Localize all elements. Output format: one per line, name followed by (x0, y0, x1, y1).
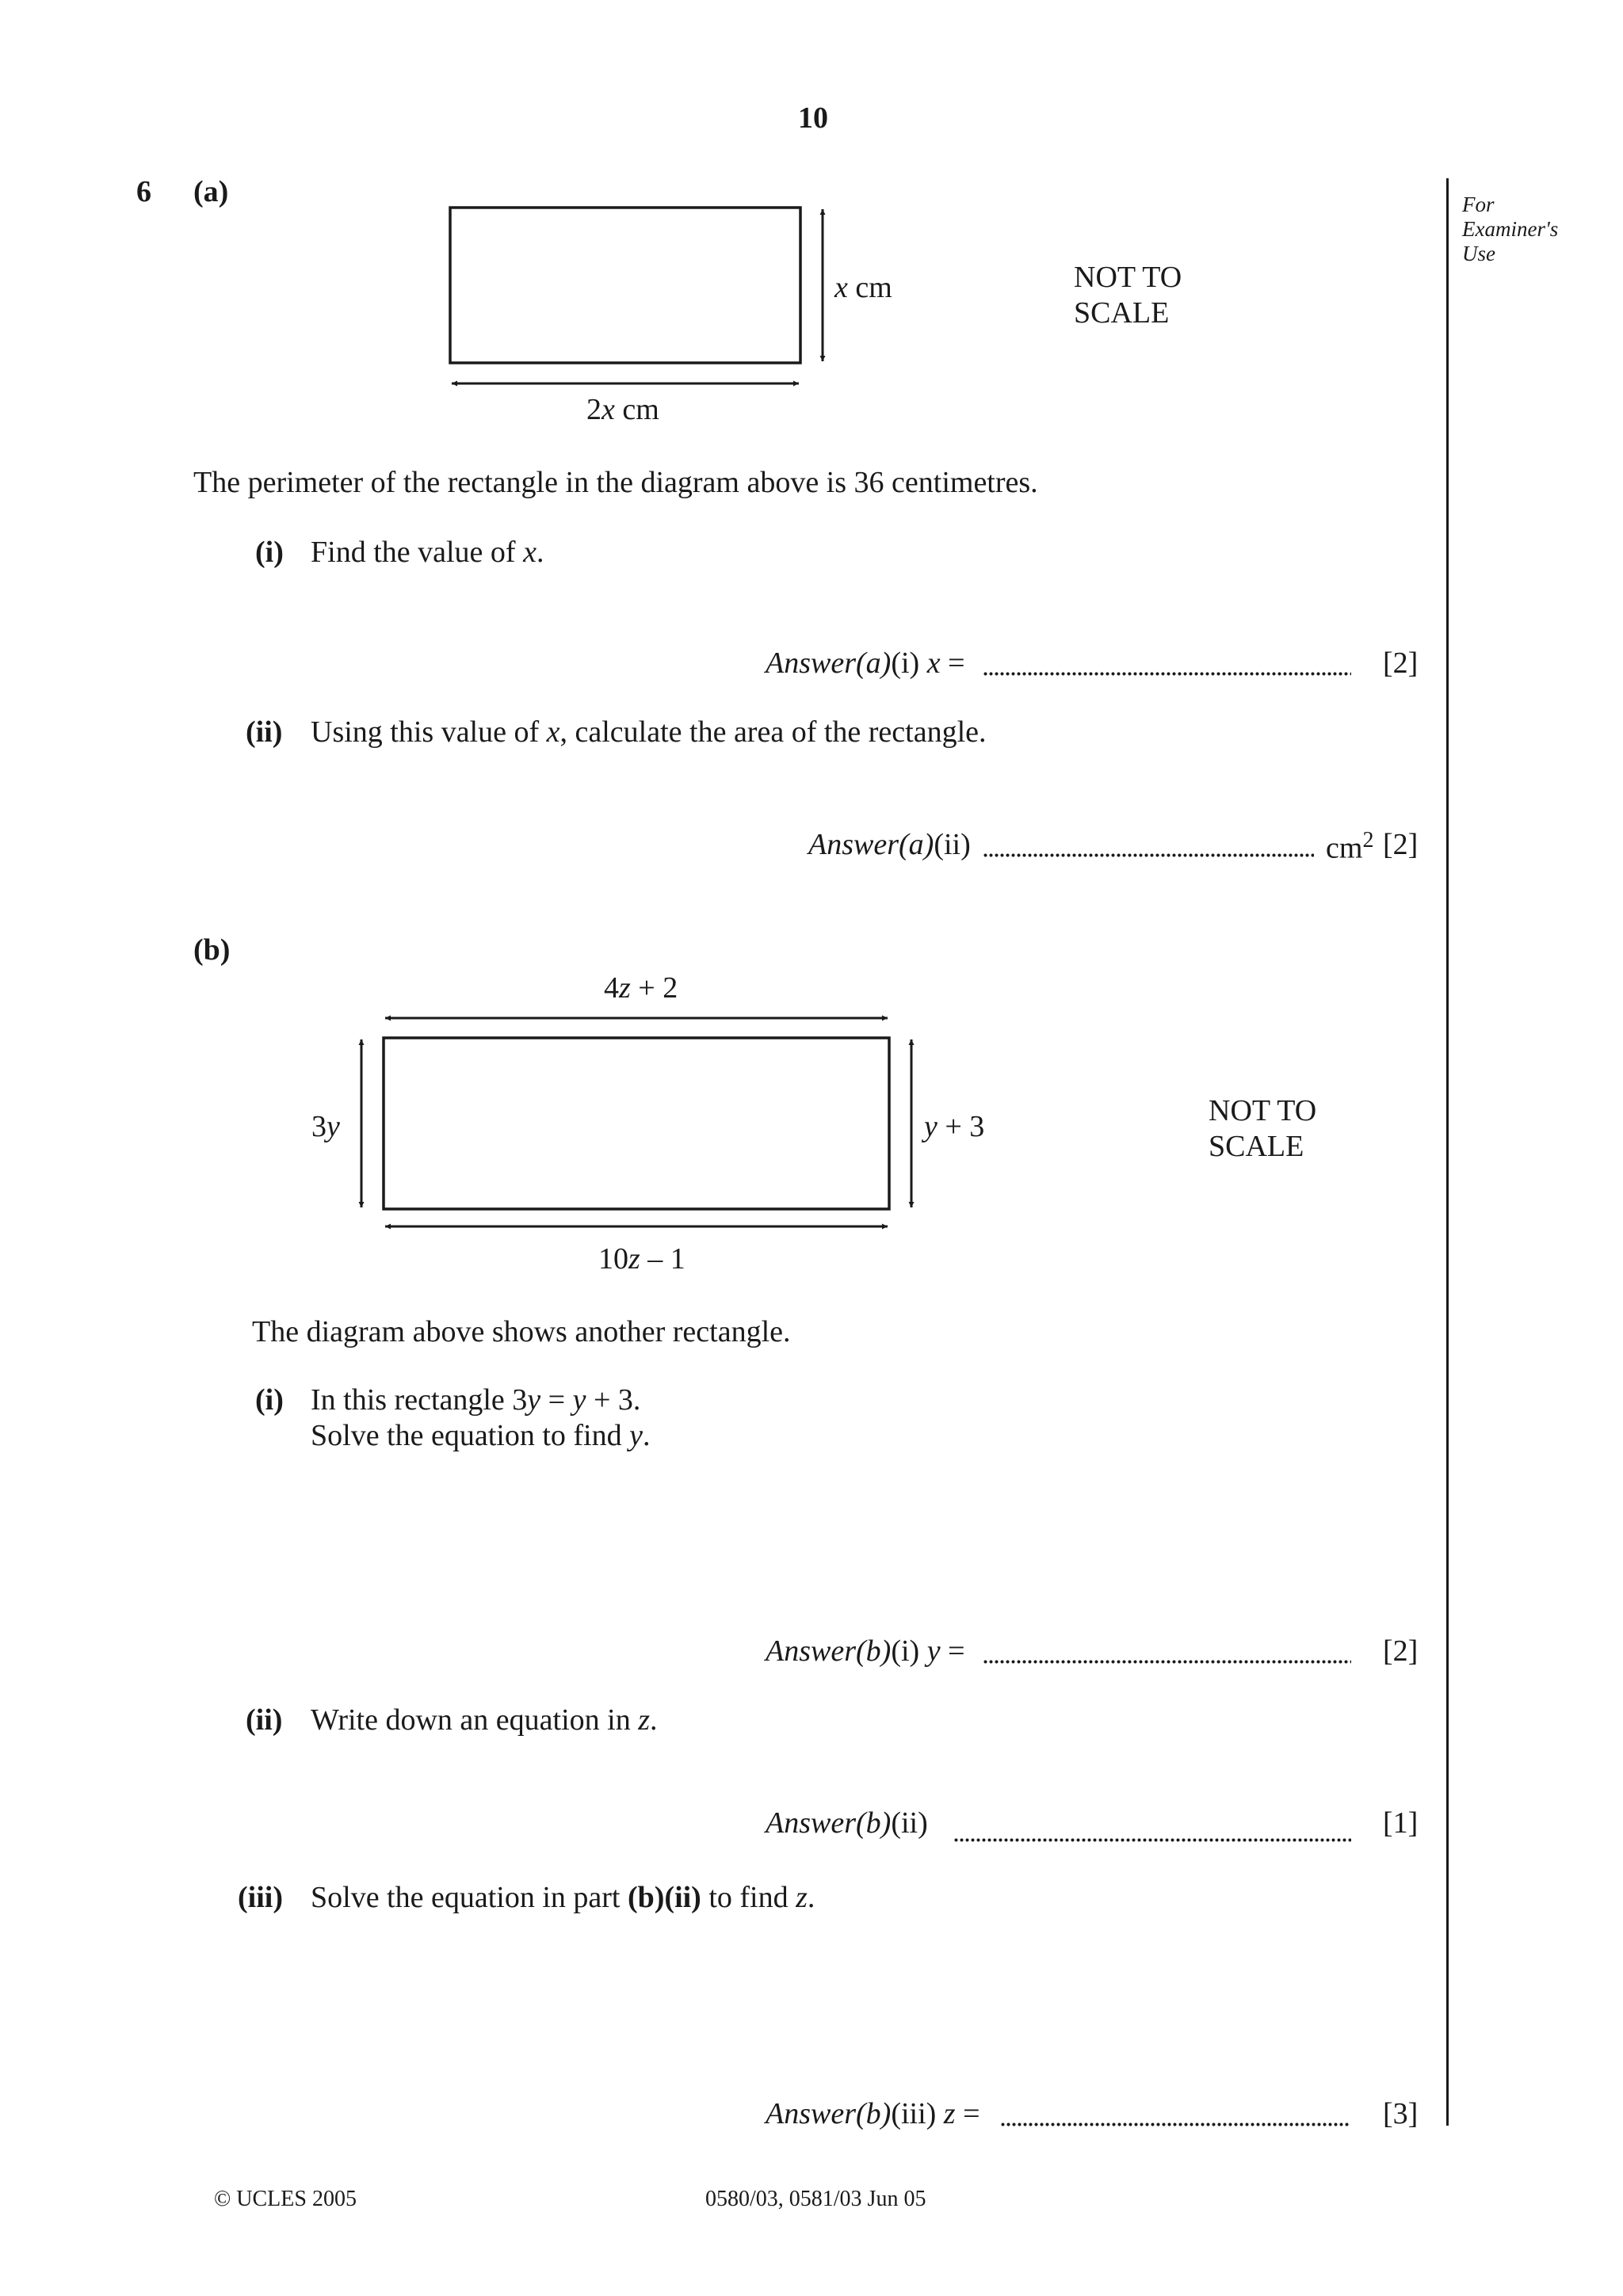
part-a-ii-label: (ii) (246, 715, 283, 749)
part-b-ii-question: Write down an equation in z. (311, 1703, 658, 1737)
part-a-ii-question: Using this value of x, calculate the area of the rectangle. (311, 715, 987, 749)
part-b-stem: The diagram above shows another rectangle. (252, 1315, 791, 1348)
not-to-scale-b: NOT TO SCALE (1209, 1094, 1317, 1163)
top-label-b: 4z + 2 (604, 971, 678, 1005)
answer-b-i-label: Answer(b)(i) y = (766, 1634, 965, 1668)
bottom-label-b: 10z – 1 (598, 1242, 685, 1276)
left-label-b: 3y (311, 1110, 340, 1143)
marks-a-i: [2] (1383, 646, 1419, 680)
answer-b-iii-label: Answer(b)(iii) z = (766, 2097, 980, 2130)
footer-code: 0580/03, 0581/03 Jun 05 (705, 2187, 926, 2211)
not-to-scale-a: NOT TO SCALE (1074, 261, 1182, 330)
rectangle-b (384, 1038, 889, 1209)
part-b-i-label: (i) (255, 1383, 284, 1417)
rectangle-a (450, 208, 800, 363)
part-b-iii-label: (iii) (238, 1881, 283, 1914)
footer-copyright: © UCLES 2005 (214, 2187, 357, 2211)
answer-b-i-line[interactable] (983, 1660, 1351, 1664)
part-b-label: (b) (193, 933, 231, 967)
part-b-i-line1: In this rectangle 3y = y + 3. (311, 1383, 641, 1417)
right-label-b: y + 3 (924, 1110, 985, 1143)
marks-b-i: [2] (1383, 1634, 1419, 1668)
answer-a-i-label: Answer(a)(i) x = (766, 646, 965, 680)
answer-a-ii-label: Answer(a)(ii) (808, 828, 971, 861)
part-a-i-question: Find the value of x. (311, 536, 544, 569)
unit-a-ii: $cm^2$ (1326, 828, 1374, 865)
part-a-i-label: (i) (255, 536, 284, 569)
answer-b-ii-line[interactable] (953, 1838, 1351, 1842)
answer-b-ii-label: Answer(b)(ii) (766, 1806, 928, 1840)
marks-b-ii: [1] (1383, 1806, 1419, 1840)
page-number: 10 (798, 101, 828, 135)
answer-b-iii-line[interactable] (1000, 2122, 1349, 2126)
part-a-stem: The perimeter of the rectangle in the diagram above is 36 centimetres. (193, 466, 1038, 499)
answer-a-ii-line[interactable] (983, 853, 1314, 857)
part-b-i-line2: Solve the equation to find y. (311, 1419, 651, 1452)
part-b-ii-label: (ii) (246, 1703, 283, 1737)
examiner-use-note: For Examiner's Use (1462, 193, 1559, 265)
part-b-iii-question: Solve the equation in part (b)(ii) to find z. (311, 1881, 815, 1914)
part-a-label: (a) (193, 175, 229, 208)
width-label-a: 2x cm (586, 393, 659, 426)
marks-a-ii: [2] (1383, 828, 1419, 861)
height-label-a: x cm (834, 271, 892, 304)
marks-b-iii: [3] (1383, 2097, 1419, 2130)
question-number: 6 (136, 175, 151, 208)
answer-a-i-line[interactable] (983, 672, 1351, 676)
